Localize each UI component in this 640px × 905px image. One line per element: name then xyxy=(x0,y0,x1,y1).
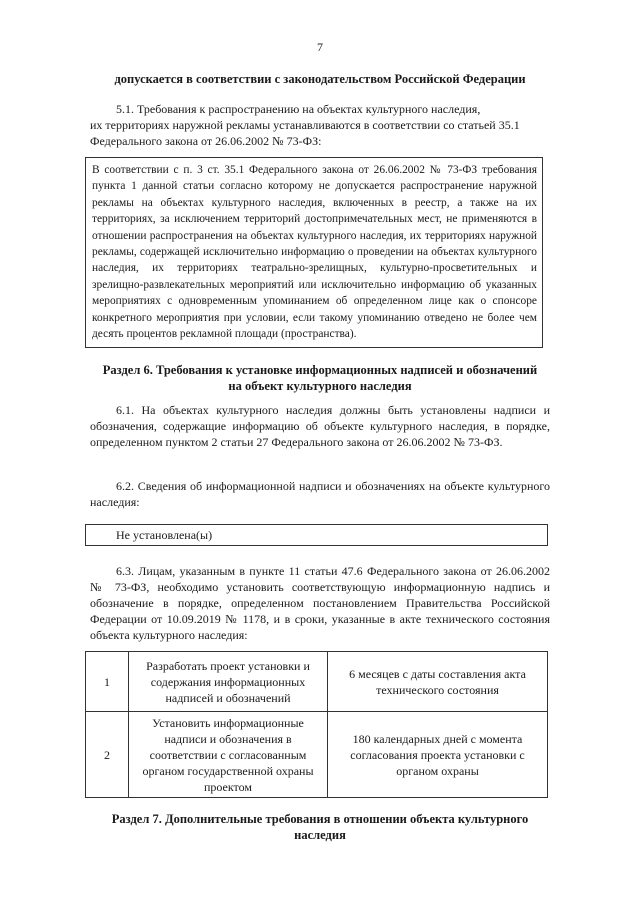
advertising-exemption-box: В соответствии с п. 3 ст. 35.1 Федерального закона от 26.06.2002 № 73-ФЗ требования пункта 1 данной статьи согласно которому не допускается распространение наружной рекламы на объектах культурного наследия, включенных в реестр, а также на их территориях, за исключением территорий достопримечательных мест, не применяются в отношении распространения на объектах культурного наследия, их территориях наружной рекламы, содержащей исключительно информацию о проведении на объектах культурного наследия, их территориях театрально-зрелищных, культурно-просветительных и зрелищно-развлекательных мероприятий или исключительно информацию об указанных мероприятиях с одновременным упоминанием об определенном лице как о спонсоре конкретного мероприятия при условии, если такому упоминанию отведено не более чем десять процентов рекламной площади (пространства). xyxy=(85,157,543,348)
task-deadline: 6 месяцев с даты составления акта технического состояния xyxy=(328,652,548,712)
section-7-heading xyxy=(0,811,640,843)
paragraph-5-1 xyxy=(90,101,550,149)
inscription-status-text: Не установлена(ы) xyxy=(116,528,213,542)
section-6-heading xyxy=(0,362,640,394)
section-7-heading-line1: Раздел 7. Дополнительные требования в отношении объекта культурного xyxy=(111,812,529,826)
top-heading: допускается в соответствии с законодательством Российской Федерации xyxy=(114,72,526,86)
task-number: 2 xyxy=(86,712,129,798)
paragraph-6-1: 6.1. На объектах культурного наследия должны быть установлены надписи и обозначения, содержащие информацию об объекте культурного наследия, в порядке, определенном пунктом 2 статьи 27 Федерального закона от 26.06.2002 № 73-ФЗ. xyxy=(90,403,550,449)
paragraph-6-3: 6.3. Лицам, указанным в пункте 11 статьи 47.6 Федерального закона от 26.06.2002 № 73-ФЗ, необходимо установить соответствующую информационную надпись и обозначение в порядке, определенном постановлением Правительства Российской Федерации от 10.09.2019 № 1178, и в сроки, указанные в акте технического состояния объекта культурного наследия: xyxy=(90,564,550,642)
section-7-heading-line2: наследия xyxy=(294,828,346,842)
page-number: 7 xyxy=(317,40,323,54)
paragraph-5-1-line2: их территориях наружной рекламы устанавливаются в соответствии со статьей 35.1 xyxy=(90,118,520,132)
inscription-status-box xyxy=(85,524,548,546)
task-action: Установить информационные надписи и обозначения в соответствии с согласованным органом государственной охраны проектом xyxy=(129,712,328,798)
section-6-heading-line2: на объект культурного наследия xyxy=(228,379,412,393)
table-row xyxy=(86,652,548,712)
paragraph-5-1-line3: Федерального закона от 26.06.2002 № 73-ФЗ: xyxy=(90,134,322,148)
paragraph-5-1-line1: 5.1. Требования к распространению на объектах культурного наследия, xyxy=(116,102,481,116)
task-action: Разработать проект установки и содержания информационных надписей и обозначений xyxy=(129,652,328,712)
table-row xyxy=(86,712,548,798)
paragraph-6-2: 6.2. Сведения об информационной надписи и обозначениях на объекте культурного наследия: xyxy=(90,479,550,509)
task-number: 1 xyxy=(86,652,129,712)
task-deadline: 180 календарных дней с момента согласования проекта установки с органом охраны xyxy=(328,712,548,798)
tasks-table xyxy=(85,651,548,798)
section-6-heading-line1: Раздел 6. Требования к установке информационных надписей и обозначений xyxy=(102,363,538,377)
